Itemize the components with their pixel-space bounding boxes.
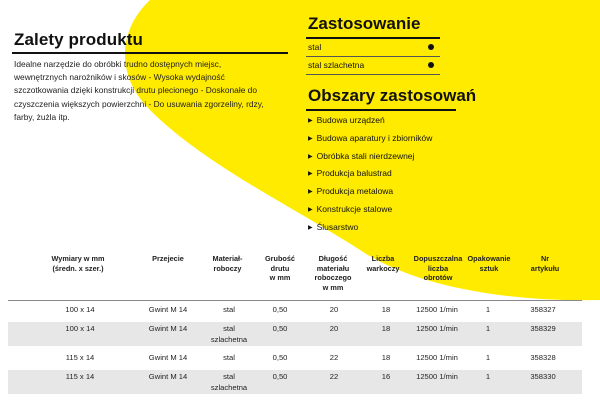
area-item <box>308 130 508 148</box>
table-cell: 12500 1/min <box>416 305 458 314</box>
table-cell: Gwint M 14 <box>148 372 188 381</box>
text: materiału <box>316 263 350 273</box>
table-cell: 20 <box>329 305 339 314</box>
filled-dot-icon <box>428 62 434 68</box>
table-cell: 358327 <box>530 305 556 314</box>
table-cell: 100 x 14 <box>65 305 95 314</box>
area-item <box>308 201 508 219</box>
table-cell: Gwint M 14 <box>148 324 188 333</box>
triangle-bullet-icon: ▶ <box>308 189 313 196</box>
advantages-title: Zalety produktu <box>14 30 144 49</box>
table-cell: 1 <box>485 324 491 333</box>
header-max-rpm <box>408 254 468 283</box>
table-cell: 0,50 <box>272 372 288 381</box>
table-cell: Gwint M 14 <box>148 353 188 362</box>
text: Liczba <box>371 254 395 263</box>
header-dimensions <box>38 254 118 273</box>
table-cell: 18 <box>381 324 391 333</box>
table-cell: 0,50 <box>272 324 288 333</box>
triangle-bullet-icon: ▶ <box>308 206 313 213</box>
table-row <box>8 322 582 346</box>
table-cell: 12500 1/min <box>416 372 458 381</box>
table-cell: 18 <box>381 305 391 314</box>
material-cell <box>206 324 252 345</box>
advantages-text <box>14 58 282 124</box>
table-row <box>8 305 582 321</box>
header-mount <box>138 254 198 264</box>
area-item <box>308 219 508 237</box>
table-cell: 115 x 14 <box>65 372 95 381</box>
text: Dopuszczalna <box>413 254 463 263</box>
application-item-stal <box>308 38 438 56</box>
table-cell: 0,50 <box>272 305 288 314</box>
text: obrotów <box>423 273 453 282</box>
triangle-bullet-icon: ▶ <box>308 135 313 142</box>
table-cell: 22 <box>329 353 339 362</box>
header-material <box>200 254 255 273</box>
advantages-line: czyszczenia większych powierzchni - Do usuwania zgorzeliny, rdzy, <box>14 98 264 109</box>
text: stal <box>223 324 235 333</box>
triangle-bullet-icon: ▶ <box>308 171 313 178</box>
text: warkoczy <box>366 263 400 273</box>
table-cell: 358328 <box>530 353 556 362</box>
table-cell: 20 <box>329 324 339 333</box>
text: Ślusarstwo <box>316 221 359 232</box>
text: drutu <box>270 263 290 273</box>
text: Budowa aparatury i zbiorników <box>316 132 433 143</box>
header-knots <box>360 254 406 273</box>
table-cell: 0,50 <box>272 353 288 362</box>
table-cell: 358330 <box>530 372 556 381</box>
table-cell: 18 <box>381 353 391 362</box>
text: Obróbka stali nierdzewnej <box>316 150 415 161</box>
text: szlachetna <box>210 382 248 392</box>
text: Produkcja metalowa <box>316 186 394 197</box>
table-cell: Gwint M 14 <box>148 305 188 314</box>
table-cell: stal <box>223 353 235 362</box>
table-cell: 16 <box>381 372 391 381</box>
areas-list <box>308 112 508 237</box>
table-cell: 1 <box>485 372 491 381</box>
text: Wymiary w mm <box>51 254 105 263</box>
areas-title: Obszary zastosowań <box>308 86 477 105</box>
area-item <box>308 148 508 166</box>
application-separator <box>306 74 440 75</box>
advantages-line: szczotkowania dzięki konstrukcji drutu plecionego - Doskonałe do <box>14 85 258 96</box>
triangle-bullet-icon: ▶ <box>308 153 313 160</box>
material-cell <box>206 372 252 393</box>
header-working-length <box>305 254 361 292</box>
text: Konstrukcje stalowe <box>316 203 393 214</box>
triangle-bullet-icon: ▶ <box>308 224 313 231</box>
text: Materiał- <box>212 254 243 263</box>
text: Nr <box>540 254 550 263</box>
table-cell: 115 x 14 <box>65 353 95 362</box>
table-cell: 100 x 14 <box>65 324 95 333</box>
table-cell: stal <box>223 305 235 314</box>
table-header <box>0 254 600 300</box>
table-cell: 1 <box>485 305 491 314</box>
advantages-line: Idealne narzędzie do obróbki trudno dostępnych miejsc, <box>14 59 222 69</box>
area-item <box>308 183 508 201</box>
text: stal <box>223 372 235 381</box>
table-cell: 12500 1/min <box>416 353 458 362</box>
text: liczba <box>427 263 449 273</box>
areas-divider <box>306 109 456 111</box>
filled-dot-icon <box>428 44 434 50</box>
application-item-stal-szlachetna <box>308 56 438 74</box>
application-item-label: stal <box>308 42 322 52</box>
text: roboczy <box>213 263 242 273</box>
table-cell: 22 <box>329 372 339 381</box>
table-cell: 12500 1/min <box>416 324 458 333</box>
table-cell: 1 <box>485 353 491 362</box>
text: Produkcja balustrad <box>316 168 392 179</box>
application-item-label: stal szlachetna <box>308 60 365 70</box>
text: Budowa urządzeń <box>316 115 385 125</box>
text: Opakowanie <box>467 254 511 263</box>
advantages-divider <box>12 52 288 54</box>
text: Grubość <box>264 254 295 263</box>
application-title: Zastosowanie <box>308 14 421 33</box>
area-item <box>308 112 508 130</box>
text: sztuk <box>479 263 499 273</box>
text: artykułu <box>530 263 560 273</box>
header-article-number <box>520 254 570 273</box>
text: w mm <box>269 273 291 282</box>
advantages-line: wewnętrznych narożników i skosów - Wysoka wydajność <box>14 72 225 83</box>
header-wire-thickness <box>258 254 302 283</box>
table-row <box>8 370 582 394</box>
table-cell: 358329 <box>530 324 556 333</box>
text: Długość <box>318 254 348 263</box>
table-header-divider <box>8 300 582 301</box>
area-item <box>308 165 508 183</box>
text: w mm <box>322 282 344 292</box>
triangle-bullet-icon: ▶ <box>308 118 313 124</box>
header-pack-quantity <box>462 254 516 273</box>
text: szlachetna <box>210 334 248 344</box>
text: roboczego <box>314 273 352 282</box>
table-row <box>8 353 582 369</box>
advantages-line: farby, żużla itp. <box>14 111 70 122</box>
text: Przejecie <box>152 254 184 263</box>
text: (średn. x szer.) <box>52 263 104 273</box>
